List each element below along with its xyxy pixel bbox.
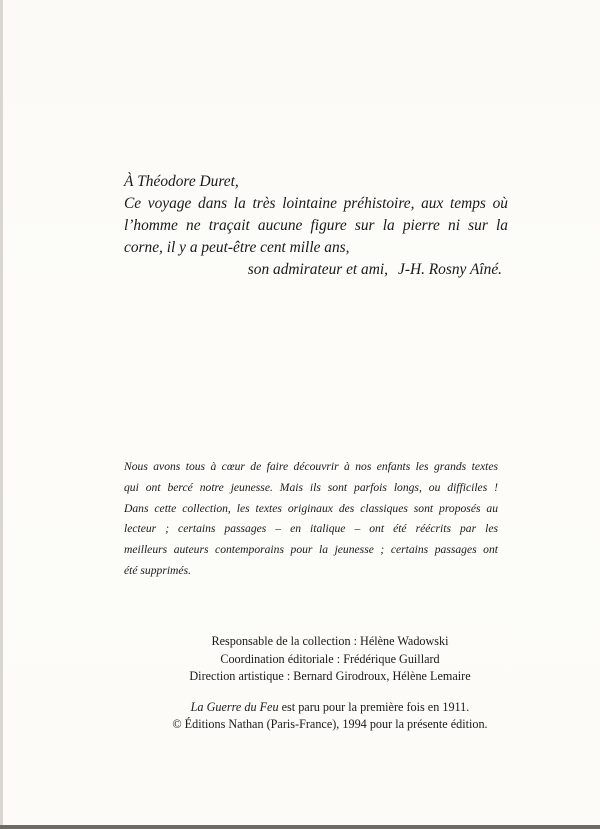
page-edge-bottom xyxy=(0,825,600,829)
note-line: lecteur ; certains passages – en italique – ont été réécrits par les xyxy=(124,522,498,536)
publisher-note xyxy=(124,457,498,582)
dedication xyxy=(124,171,508,281)
signature-text: son admirateur et ami, xyxy=(247,261,388,278)
note-line: été supprimés. xyxy=(124,563,191,577)
note-line: qui ont bercé notre jeunesse. Mais ils sont parfois longs, ou difficiles ! xyxy=(124,480,498,494)
first-published-text: est paru pour la première fois en 1911. xyxy=(278,699,470,714)
first-publication-line xyxy=(120,699,540,717)
dedication-line: l’homme ne traçait aucune figure sur la pierre ni sur la xyxy=(124,217,508,234)
credit-direction: Direction artistique : Bernard Girodroux, Hélène Lemaire xyxy=(189,669,471,683)
note-line: Nous avons tous à cœur de faire découvrir à nos enfants les grands textes xyxy=(124,460,498,473)
credits xyxy=(120,633,540,734)
credits-spacer xyxy=(120,686,540,699)
credit-responsable: Responsable de la collection : Hélène Wadowski xyxy=(211,634,449,648)
signature-author: J-H. Rosny Aîné. xyxy=(398,261,502,278)
note-line: Dans cette collection, les textes originaux des classiques sont proposés au xyxy=(124,501,498,515)
copyright-line: © Éditions Nathan (Paris-France), 1994 pour la présente édition. xyxy=(172,717,488,731)
credit-coordination: Coordination éditoriale : Frédérique Guillard xyxy=(220,651,440,666)
dedication-line: Ce voyage dans la très lointaine préhistoire, aux temps où xyxy=(124,195,508,212)
page-edge-left xyxy=(0,0,3,829)
dedication-signature xyxy=(124,259,508,281)
dedication-recipient: À Théodore Duret, xyxy=(124,173,239,190)
book-title: La Guerre du Feu xyxy=(190,699,279,714)
note-line: meilleurs auteurs contemporains pour la jeunesse ; certains passages ont xyxy=(124,543,498,557)
dedication-line: corne, il y a peut-être cent mille ans, xyxy=(124,239,350,256)
